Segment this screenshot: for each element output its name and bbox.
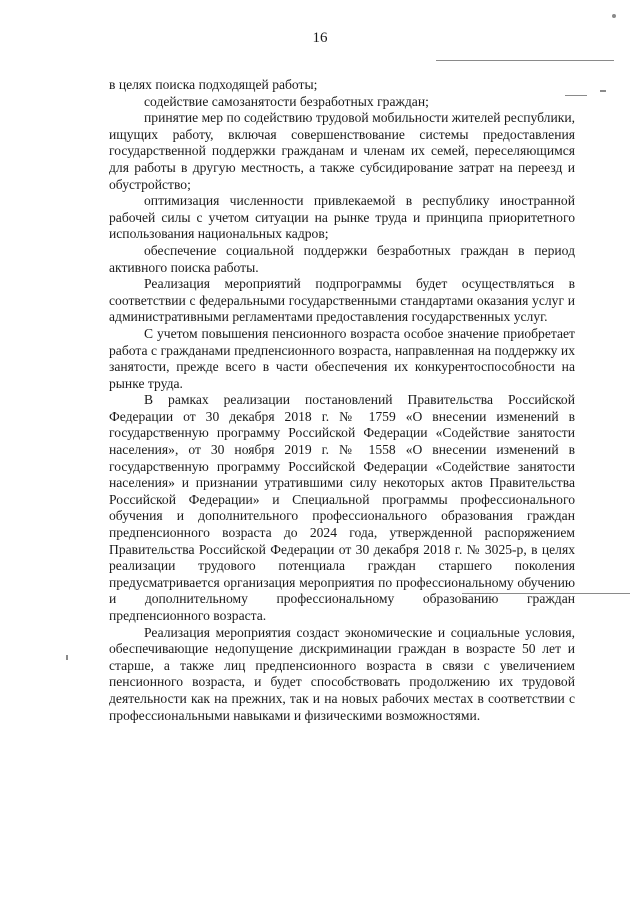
paragraph-standards: Реализация мероприятий подпрограммы будет осуществляться в соответствии с федеральными государственными стандартами оказания услуг и административными регламентами предоставления государственных услуг. xyxy=(109,276,575,325)
document-body xyxy=(109,77,575,724)
paragraph-job-search: в целях поиска подходящей работы; xyxy=(109,77,318,92)
scan-dash-top-right xyxy=(436,60,614,61)
page-number: 16 xyxy=(312,30,328,46)
paragraph-government-decrees: В рамках реализации постановлений Правительства Российской Федерации от 30 декабря 2018 г. № 1759 «О внесении изменений в государственную программу Российской Федерации «Содействие занятости населения», от 30 ноября 2019 г. № 1558 «О внесении изменений в государственную программу Российской Федерации «Содействие занятости населения» и признании утратившими силу некоторых актов Правительства Российской Федерации» и Специальной программы профессионального обучения и дополнительного профессионального образования граждан предпенсионного возраста до 2024 года, утвержденной распоряжением Правительства Российской Федерации от 30 декабря 2018 г. № 3025-р, в целях реализации трудового потенциала граждан старшего поколения предусматривается организация мероприятия по профессиональному обучению и дополнительному профессиональному образованию граждан предпенсионного возраста. xyxy=(109,392,575,623)
paragraph-foreign-workforce: оптимизация численности привлекаемой в республику иностранной рабочей силы с учетом ситуации на рынке труда и принципа приоритетного использования национальных кадров; xyxy=(109,193,575,242)
scan-corner-mark xyxy=(612,14,616,18)
scan-tick-left xyxy=(66,655,68,660)
scan-dot-right xyxy=(600,90,606,92)
paragraph-labor-mobility: принятие мер по содействию трудовой мобильности жителей республики, ищущих работу, включая совершенствование системы предоставления государственной поддержки гражданам и членам их семей, переселяющимся для работы в другую местность, а также субсидирование затрат на переезд и обустройство; xyxy=(109,110,575,192)
paragraph-pre-retirement: С учетом повышения пенсионного возраста особое значение приобретает работа с гражданами предпенсионного возраста, направленная на поддержку их занятости, прежде всего в части обеспечения их конкурентоспособности на рынке труда. xyxy=(109,325,575,391)
paragraph-conditions: Реализация мероприятия создаст экономические и социальные условия, обеспечивающие недопущение дискриминации граждан в возрасте 50 лет и старше, а также лиц предпенсионного возраста в связи с увеличением пенсионного возраста, и будет способствовать продолжению их трудовой деятельности как на прежних, так и на новых рабочих местах в соответствии с профессиональными навыками и физическими возможностями. xyxy=(109,624,575,723)
paragraph-social-support: обеспечение социальной поддержки безработных граждан в период активного поиска работы. xyxy=(109,242,575,275)
paragraph-self-employment: содействие самозанятости безработных граждан; xyxy=(144,93,429,109)
